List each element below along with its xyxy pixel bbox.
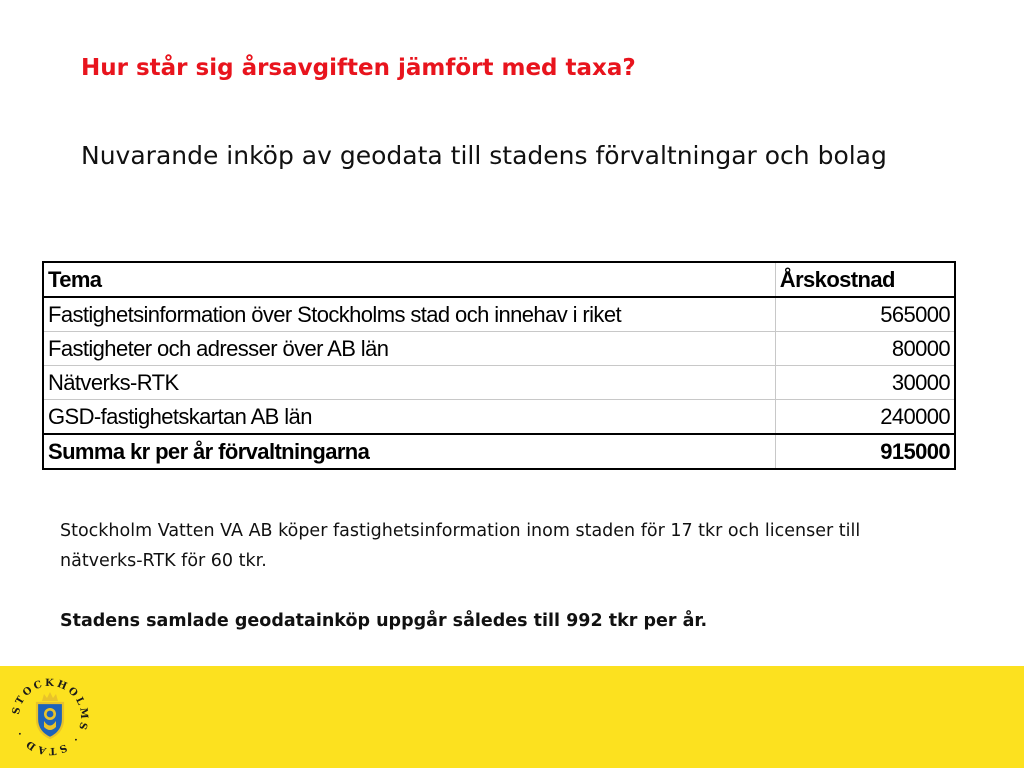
stockholms-stad-logo xyxy=(10,677,90,757)
table-header-row xyxy=(43,262,955,297)
column-header-arskostnad: Årskostnad xyxy=(775,262,955,297)
conclusion-text: Stadens samlade geodatainköp uppgår således till 992 tkr per år. xyxy=(60,611,708,631)
table-row xyxy=(43,332,955,366)
cost-table xyxy=(42,261,956,470)
city-seal-icon xyxy=(10,677,90,757)
table-row xyxy=(43,400,955,435)
table-cell-cost: 30000 xyxy=(775,366,955,400)
table-cell-tema: GSD-fastighetskartan AB län xyxy=(43,400,775,435)
table-cell-cost: 565000 xyxy=(775,297,955,332)
footer-band xyxy=(0,666,1024,768)
table-row xyxy=(43,366,955,400)
table-cell-cost: 240000 xyxy=(775,400,955,435)
table-total-row xyxy=(43,434,955,469)
crown-icon xyxy=(42,692,58,701)
cost-table-container xyxy=(42,261,956,470)
table-total-value: 915000 xyxy=(775,434,955,469)
table-total-label: Summa kr per år förvaltningarna xyxy=(43,434,775,469)
slide-subtitle: Nuvarande inköp av geodata till stadens förvaltningar och bolag xyxy=(81,141,887,170)
slide-title: Hur står sig årsavgiften jämfört med taxa? xyxy=(81,55,636,81)
logo-ring-text: STOCKHOLMS · STAD · xyxy=(10,677,90,757)
table-row xyxy=(43,297,955,332)
column-header-tema: Tema xyxy=(43,262,775,297)
note-text: Stockholm Vatten VA AB köper fastighetsinformation inom staden för 17 tkr och licenser till nätverks-RTK för 60 tkr. xyxy=(60,521,861,571)
table-cell-tema: Nätverks-RTK xyxy=(43,366,775,400)
table-cell-tema: Fastigheter och adresser över AB län xyxy=(43,332,775,366)
table-cell-tema: Fastighetsinformation över Stockholms stad och innehav i riket xyxy=(43,297,775,332)
table-cell-cost: 80000 xyxy=(775,332,955,366)
